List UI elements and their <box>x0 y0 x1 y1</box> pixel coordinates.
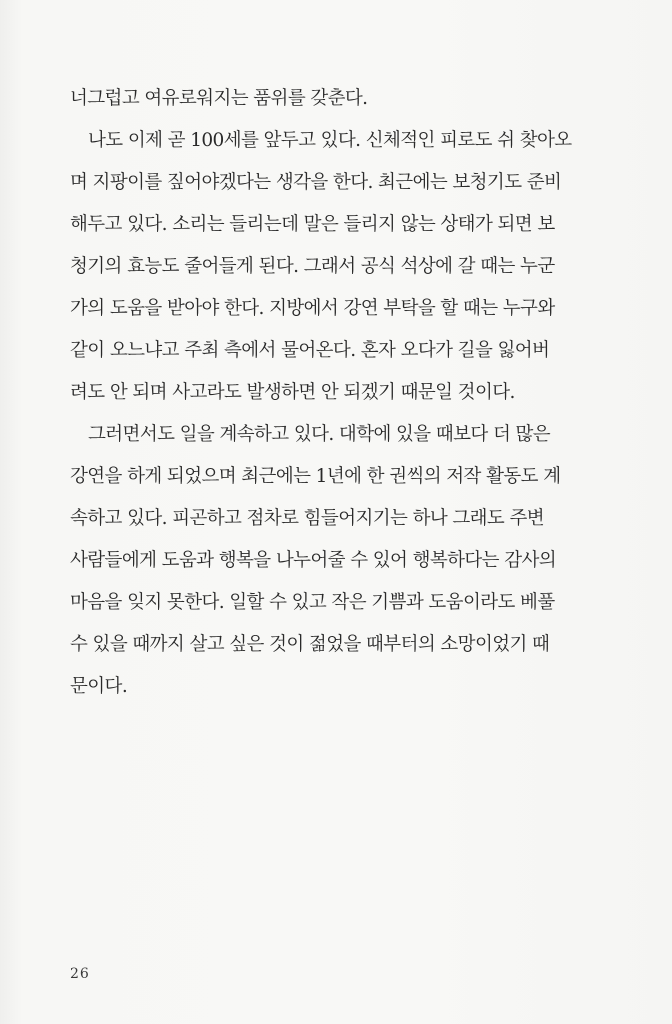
body-text-line: 같이 오느냐고 주최 측에서 물어온다. 혼자 오다가 길을 잃어버 <box>70 340 550 361</box>
body-text-line: 가의 도움을 받아야 한다. 지방에서 강연 부탁을 할 때는 누구와 <box>70 298 555 319</box>
body-text-line: 너그럽고 여유로워지는 품위를 갖춘다. <box>70 88 368 109</box>
body-text-line: 사람들에게 도움과 행복을 나누어줄 수 있어 행복하다는 감사의 <box>70 550 557 571</box>
body-text-line: 마음을 잊지 못한다. 일할 수 있고 작은 기쁨과 도움이라도 베풀 <box>70 592 555 613</box>
body-text-line: 나도 이제 곧 100세를 앞두고 있다. 신체적인 피로도 쉬 찾아오 <box>88 130 572 151</box>
body-text-line: 수 있을 때까지 살고 싶은 것이 젊었을 때부터의 소망이었기 때 <box>70 634 550 655</box>
body-text-line: 속하고 있다. 피곤하고 점차로 힘들어지기는 하나 그래도 주변 <box>70 508 545 529</box>
body-text-line: 며 지팡이를 짚어야겠다는 생각을 한다. 최근에는 보청기도 준비 <box>70 172 562 193</box>
page-number: 26 <box>70 966 90 982</box>
body-text-line: 려도 안 되며 사고라도 발생하면 안 되겠기 때문일 것이다. <box>70 382 515 403</box>
body-text-line: 해두고 있다. 소리는 들리는데 말은 들리지 않는 상태가 되면 보 <box>70 214 555 235</box>
body-text-line: 문이다. <box>70 676 128 697</box>
body-text-line: 그러면서도 일을 계속하고 있다. 대학에 있을 때보다 더 많은 <box>88 424 551 445</box>
body-text-line: 강연을 하게 되었으며 최근에는 1년에 한 권씩의 저작 활동도 계 <box>70 466 561 487</box>
body-text-line: 청기의 효능도 줄어들게 된다. 그래서 공식 석상에 갈 때는 누군 <box>70 256 555 277</box>
